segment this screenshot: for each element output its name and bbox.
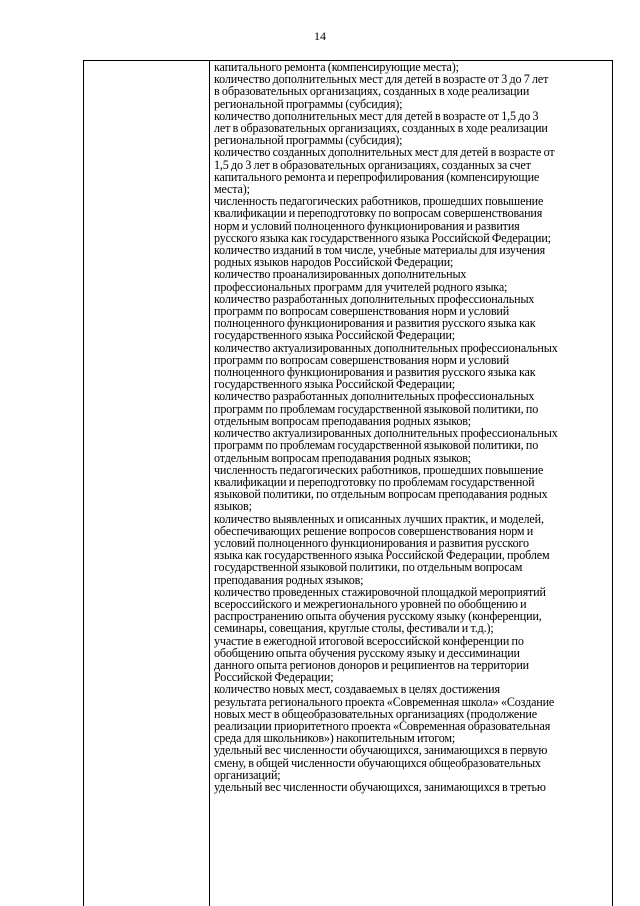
text-line: отдельным вопросам преподавания родных языков;: [214, 450, 471, 465]
text-line: Российской Федерации;: [214, 670, 334, 685]
text-line: программ по вопросам совершенствования норм и условий: [214, 352, 510, 367]
text-line: новых мест в общеобразовательных организациях (продолжение: [214, 706, 537, 721]
text-line: родных языков народов Российской Федерации;: [214, 255, 454, 270]
text-line: преподавания родных языков;: [214, 572, 364, 587]
text-line: программ по проблемам государственной языковой политики, по: [214, 438, 539, 453]
text-line: региональной программы (субсидия);: [214, 96, 403, 111]
text-line: организаций;: [214, 767, 281, 782]
text-line: обобщению опыта обучения русскому языку и дессиминации: [214, 645, 520, 660]
text-line: государственного языка Российской Федерации;: [214, 328, 455, 343]
text-line: распространению опыта обучения русскому языку (конференции,: [214, 609, 542, 624]
text-line: количество изданий в том числе, учебные материалы для изучения: [214, 243, 546, 258]
indicators-table: [83, 60, 613, 906]
text-line: языковой политики, по отдельным вопросам преподавания родных: [214, 487, 548, 502]
text-line: условий полноценного функционирования и развития русского: [214, 535, 529, 550]
text-line: программ по проблемам государственной языковой политики, по: [214, 401, 539, 416]
text-line: квалификации и переподготовку по вопросам совершенствования: [214, 206, 543, 221]
text-line: количество актуализированных дополнительных профессиональных: [214, 426, 558, 441]
text-line: семинары, совещания, круглые столы, фестивали и т.д.);: [214, 621, 494, 636]
text-line: среда для школьников») накопительным итогом;: [214, 731, 456, 746]
text-line: государственного языка Российской Федерации;: [214, 377, 455, 392]
text-line: полноценного функционирования и развития русского языка как: [214, 365, 536, 380]
text-line: количество разработанных дополнительных профессиональных: [214, 389, 535, 404]
indicators-cell: [214, 61, 607, 793]
text-line: в образовательных организациях, созданных в ходе реализации: [214, 84, 530, 99]
text-line: количество проанализированных дополнительных: [214, 267, 467, 282]
text-line: реализации приоритетного проекта «Современная образовательная: [214, 718, 551, 733]
text-line: 1,5 до 3 лет в образовательных организациях, созданных за счет: [214, 157, 531, 172]
text-line: профессиональных программ для учителей родного языка;: [214, 279, 508, 294]
text-line: программ по вопросам совершенствования норм и условий: [214, 304, 510, 319]
text-line: норм и условий полноценного функционирования и развития: [214, 218, 520, 233]
text-line: количество дополнительных мест для детей в возрасте от 3 до 7 лет: [214, 72, 549, 87]
text-line: количество актуализированных дополнительных профессиональных: [214, 340, 558, 355]
text-line: капитального ремонта и перепрофилирования (компенсирующие: [214, 169, 540, 184]
text-line: языков;: [214, 499, 252, 514]
text-line: количество разработанных дополнительных профессиональных: [214, 291, 535, 306]
text-line: всероссийского и межрегионального уровней по обобщению и: [214, 596, 527, 611]
text-line: полноценного функционирования и развития русского языка как: [214, 316, 536, 331]
text-line: языка как государственного языка Российской Федерации, проблем: [214, 548, 550, 563]
text-line: результата регионального проекта «Современная школа» «Создание: [214, 694, 555, 709]
column-divider: [209, 61, 210, 906]
text-line: удельный вес численности обучающихся, занимающихся в первую: [214, 743, 548, 758]
text-line: количество проведенных стажировочной площадкой мероприятий: [214, 584, 546, 599]
text-line: количество выявленных и описанных лучших практик, и моделей,: [214, 511, 544, 526]
page-number: 14: [314, 29, 326, 43]
text-line: количество новых мест, создаваемых в целях достижения: [214, 682, 500, 697]
text-line: русского языка как государственного языка Российской Федерации;: [214, 230, 551, 245]
text-line: участие в ежегодной итоговой всероссийской конференции по: [214, 633, 524, 648]
text-line: региональной программы (субсидия);: [214, 133, 403, 148]
text-line: обеспечивающих решение вопросов совершенствования норм и: [214, 523, 534, 538]
text-line: численность педагогических работников, прошедших повышение: [214, 462, 544, 477]
text-line: смену, в общей численности обучающихся общеобразовательных: [214, 755, 541, 770]
text-line: капитального ремонта (компенсирующие места);: [214, 60, 459, 74]
text-line: данного опыта регионов доноров и реципиентов на территории: [214, 657, 529, 672]
text-line: количество созданных дополнительных мест для детей в возрасте от: [214, 145, 555, 160]
text-line: места);: [214, 182, 250, 197]
text-line: квалификации и переподготовку по проблемам государственной: [214, 474, 535, 489]
text-line: количество дополнительных мест для детей в возрасте от 1,5 до 3: [214, 108, 539, 123]
text-line: численность педагогических работников, прошедших повышение: [214, 194, 544, 209]
text-line: отдельным вопросам преподавания родных языков;: [214, 413, 471, 428]
text-line: государственной языковой политики, по отдельным вопросам: [214, 560, 523, 575]
text-line: удельный вес численности обучающихся, занимающихся в третью: [214, 779, 546, 794]
text-line: лет в образовательных организациях, созданных в ходе реализации: [214, 121, 548, 136]
